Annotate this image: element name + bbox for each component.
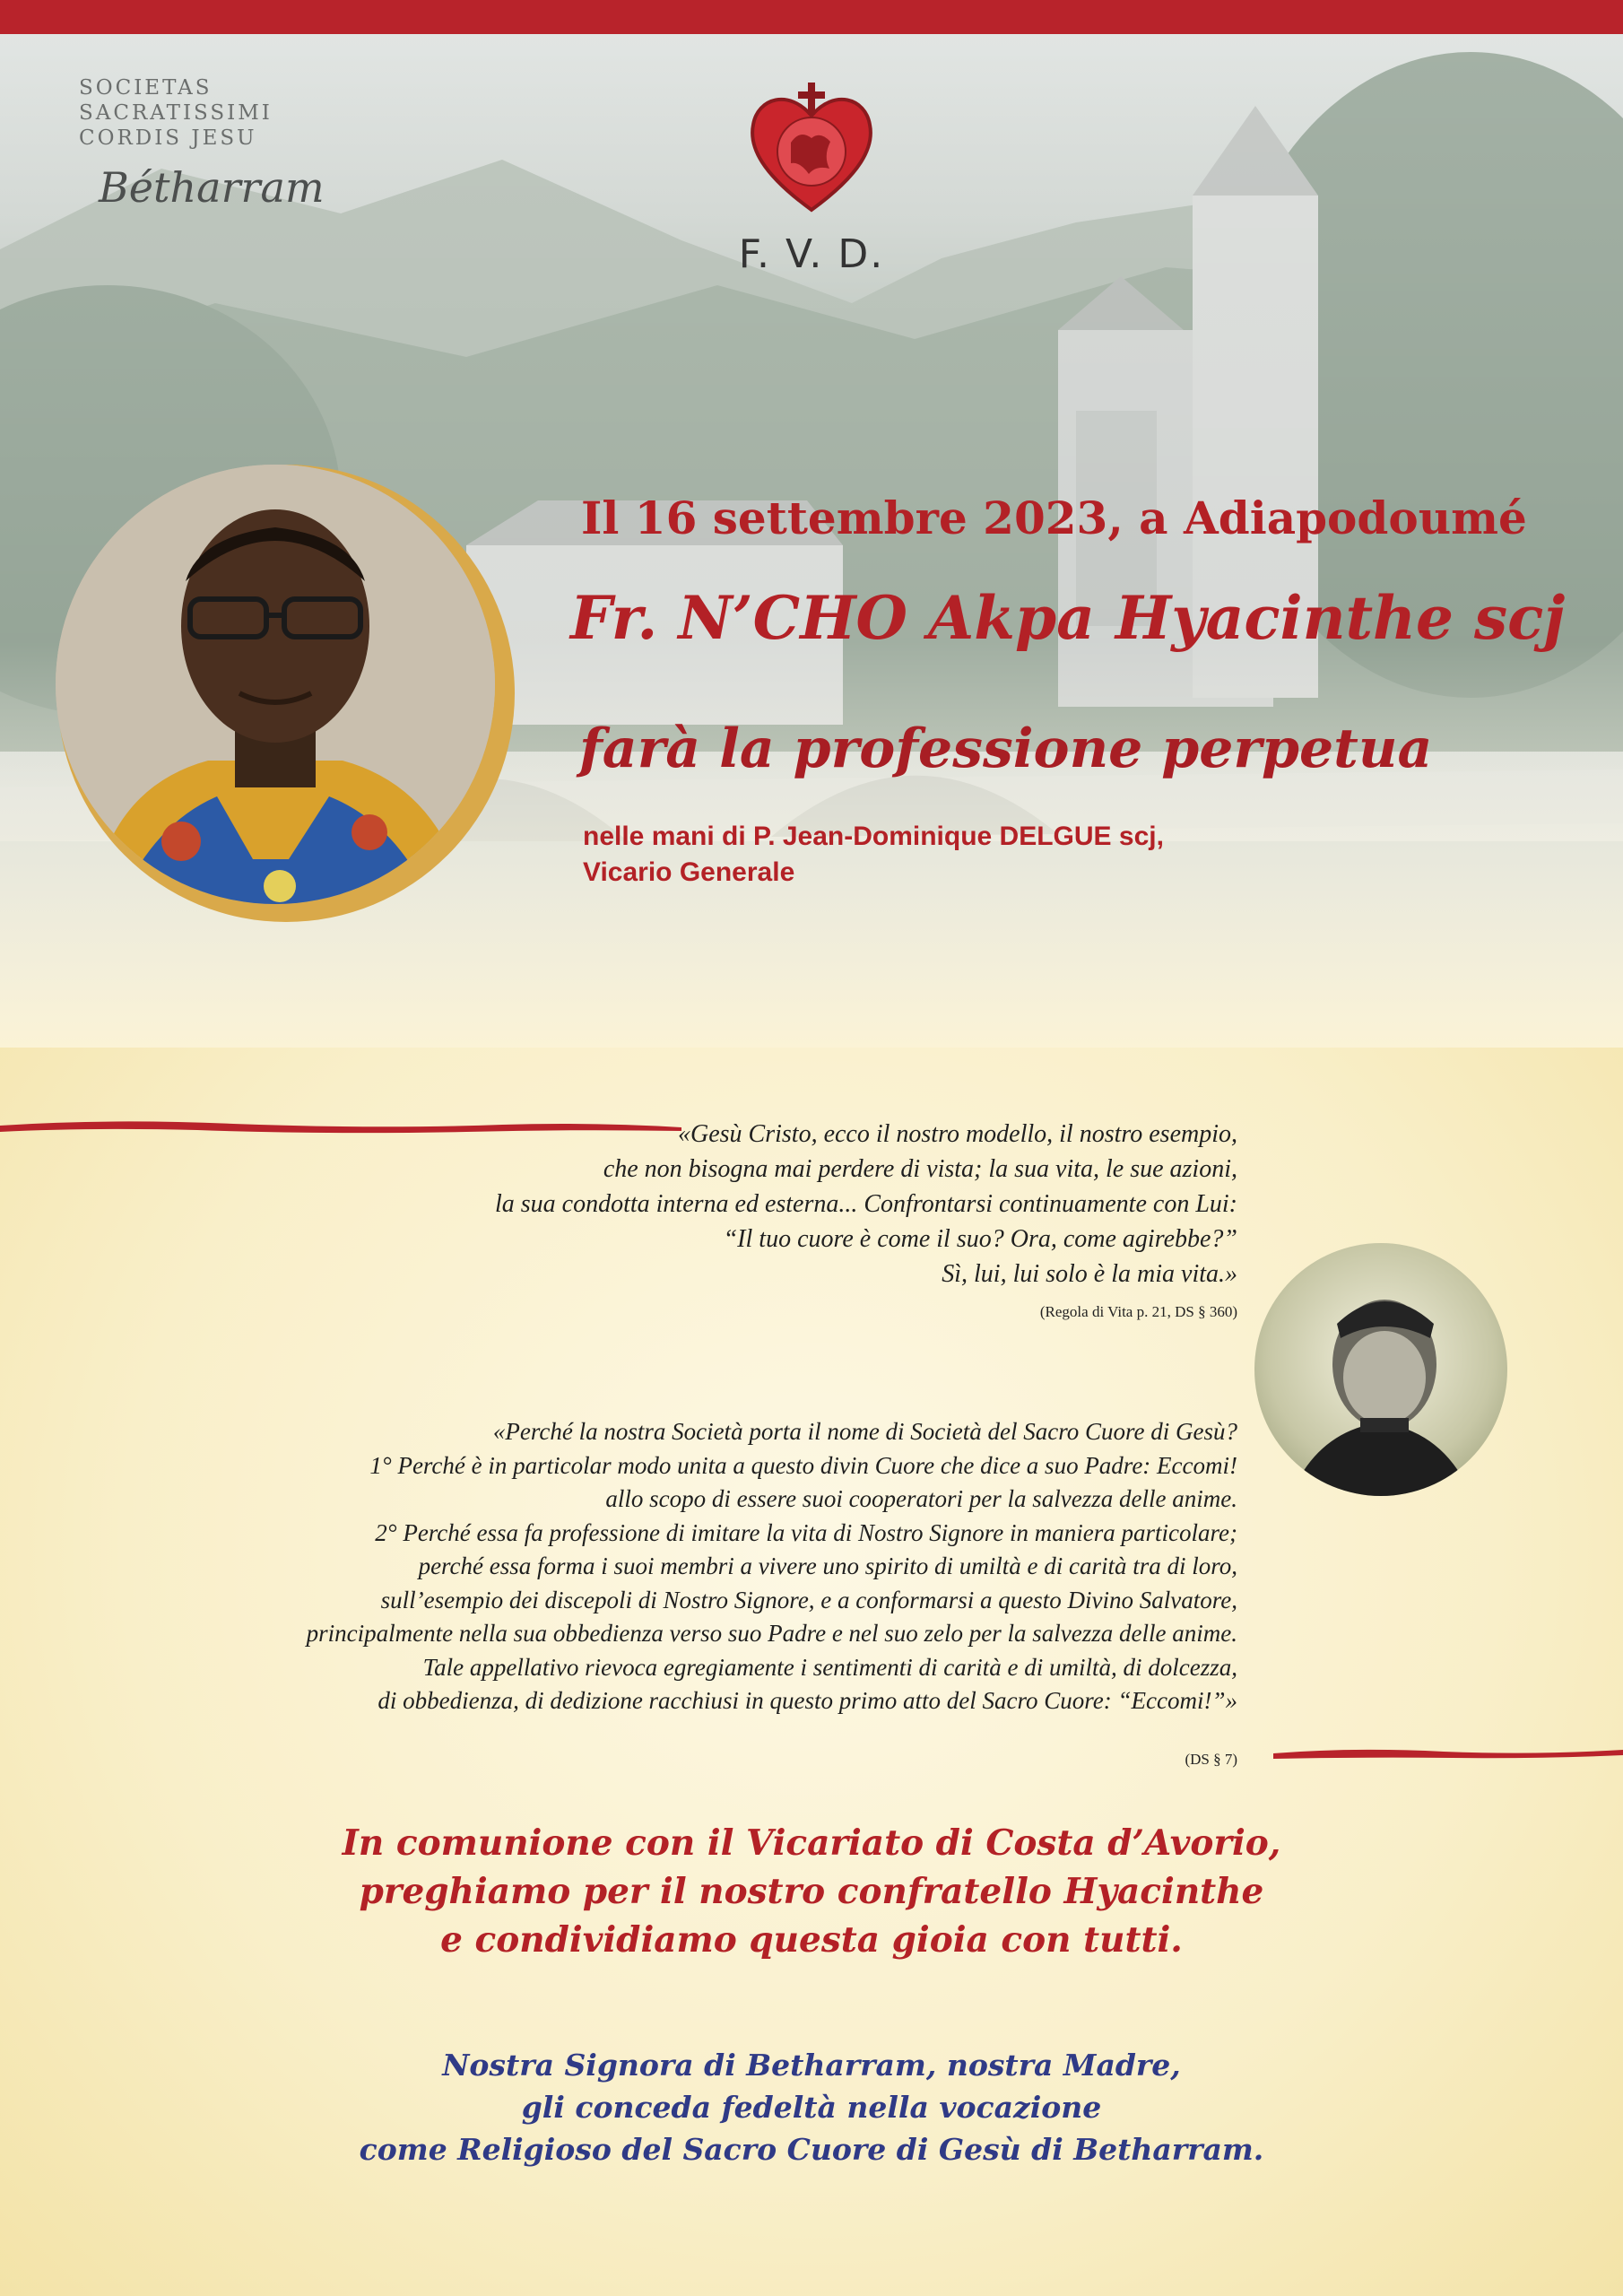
quote-line: allo scopo di essere suoi cooperatori per la salvezza delle anime.	[605, 1485, 1237, 1512]
quote-source: (Regola di Vita p. 21, DS § 360)	[1039, 1303, 1237, 1320]
quote-line: perché essa forma i suoi membri a vivere uno spirito di umiltà e di carità tra di loro,	[418, 1552, 1237, 1579]
top-red-bar	[0, 0, 1623, 34]
quote-line: “Il tuo cuore è come il suo? Ora, come agirebbe?”	[723, 1225, 1237, 1253]
quote-line: sull’esempio dei discepoli di Nostro Signore, e a conformarsi a questo Divino Salvatore,	[380, 1586, 1237, 1613]
quote-line: 2° Perché essa fa professione di imitare la vita di Nostro Signore in maniera particolare;	[375, 1518, 1237, 1546]
quote-line: 1° Perché è in particolar modo unita a questo divin Cuore che dice a suo Padre: Eccomi!	[369, 1451, 1237, 1479]
fvd-label: F. V. D.	[738, 231, 885, 277]
communion-line: e condividiamo questa gioia con tutti.	[440, 1919, 1183, 1961]
communion-line: preghiamo per il nostro confratello Hyacinthe	[359, 1871, 1264, 1912]
quote-line: di obbedienza, di dedizione racchiusi in questo primo atto del Sacro Cuore: “Eccomi!”»	[378, 1687, 1237, 1714]
brother-portrait-photo	[56, 465, 495, 904]
candidate-name-heading: Fr. N’CHO Akpa Hyacinthe scj	[570, 583, 1566, 653]
quote-source: (DS § 7)	[1185, 1751, 1237, 1768]
prayer-line: come Religioso del Sacro Cuore di Gesù di Betharram.	[359, 2132, 1264, 2167]
prayer-line: gli conceda fedeltà nella vocazione	[521, 2090, 1102, 2125]
quote-line: che non bisogna mai perdere di vista; la sua vita, le sue azioni,	[603, 1155, 1237, 1183]
quote-line: «Gesù Cristo, ecco il nostro modello, il nostro esempio,	[678, 1120, 1237, 1148]
founder-quote-rule-of-life	[495, 1117, 1237, 1292]
prayer-line: Nostra Signora di Betharram, nostra Madre,	[442, 2048, 1181, 2083]
event-date-heading: Il 16 settembre 2023, a Adiapodoumé	[581, 491, 1527, 544]
logo-line: SOCIETAS	[79, 76, 213, 100]
presider-role-line: Vicario Generale	[583, 857, 795, 887]
communion-message	[0, 1819, 1623, 1964]
quote-line: Tale appellativo rievoca egregiamente i sentimenti di carità e di umiltà, di dolcezza,	[422, 1653, 1237, 1681]
logo-line: SACRATISSIMI	[79, 101, 273, 125]
sacred-heart-globe-icon	[744, 75, 879, 219]
founder-portrait-photo	[1254, 1243, 1507, 1496]
logo-line: CORDIS JESU	[79, 126, 257, 150]
communion-line: In comunione con il Vicariato di Costa d’Avorio,	[342, 1822, 1281, 1864]
quote-line: la sua condotta interna ed esterna... Confrontarsi continuamente con Lui:	[494, 1190, 1237, 1218]
betharram-signature-logo: Bétharram	[99, 163, 325, 212]
profession-heading: farà la professione perpetua	[579, 718, 1433, 780]
founder-illustration	[1254, 1243, 1507, 1496]
closing-prayer	[0, 2044, 1623, 2170]
quote-line: principalmente nella sua obbedienza verso suo Padre e nel suo zelo per la salvezza delle anime.	[306, 1620, 1237, 1647]
red-brushstroke-divider	[1273, 1744, 1623, 1762]
presider-line: nelle mani di P. Jean-Dominique DELGUE scj,	[583, 822, 1164, 851]
portrait-illustration	[56, 465, 495, 904]
society-logo-text	[79, 75, 273, 151]
quote-line: «Perché la nostra Società porta il nome di Società del Sacro Cuore di Gesù?	[492, 1418, 1237, 1445]
presider-text	[583, 819, 1164, 891]
quote-line: Sì, lui, lui solo è la mia vita.»	[942, 1260, 1237, 1288]
founder-quote-sacred-heart	[307, 1415, 1237, 1718]
